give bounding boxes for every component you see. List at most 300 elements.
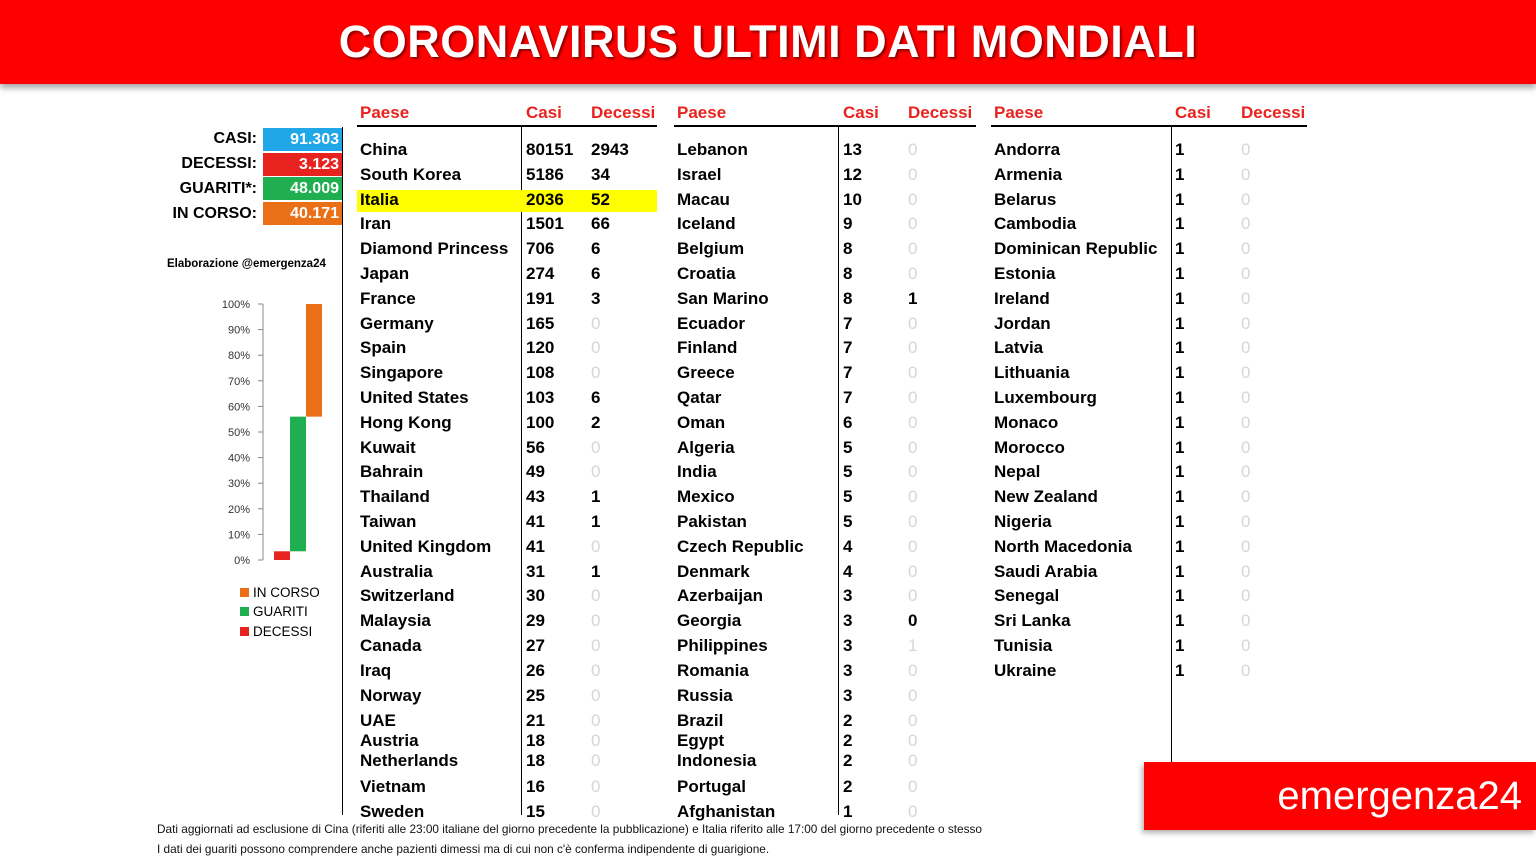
header-paese: Paese [994, 103, 1044, 122]
country-name: Bahrain [360, 462, 424, 482]
cases-value: 6 [843, 412, 853, 432]
table-header [357, 103, 657, 127]
y-tick-label: 40% [227, 452, 250, 465]
legend-swatch [240, 588, 249, 597]
bar-segment-decessi [274, 551, 290, 560]
cases-value: 1501 [526, 214, 564, 234]
table-row [674, 413, 976, 435]
cases-value: 1 [1175, 363, 1185, 383]
country-name: Austria [360, 731, 419, 750]
y-tick-label: 10% [227, 529, 250, 542]
country-name: Cambodia [994, 214, 1077, 234]
cases-value: 2 [843, 751, 853, 770]
deaths-value: 0 [1241, 214, 1251, 234]
country-name: Canada [360, 636, 422, 655]
deaths-value: 0 [908, 751, 918, 770]
deaths-value: 0 [591, 462, 601, 482]
cases-value: 108 [526, 363, 555, 383]
country-name: Lithuania [994, 363, 1070, 383]
deaths-value: 1 [591, 561, 601, 581]
country-name: Jordan [994, 313, 1051, 333]
chart-legend [240, 583, 320, 641]
cases-value: 49 [526, 462, 545, 482]
table-row [991, 462, 1307, 484]
cases-value: 2 [843, 711, 853, 730]
cases-value: 5 [843, 487, 853, 507]
cases-value: 21 [526, 711, 545, 730]
cases-value: 1 [1175, 214, 1185, 234]
cases-value: 5186 [526, 164, 564, 184]
table-row [674, 777, 976, 799]
country-name: UAE [360, 711, 396, 730]
table-row [991, 611, 1307, 633]
cases-value: 3 [843, 586, 853, 606]
country-name: Saudi Arabia [994, 561, 1098, 581]
deaths-value: 0 [1241, 487, 1251, 507]
country-name: Spain [360, 338, 407, 358]
cases-value: 100 [526, 412, 555, 432]
cases-value: 1 [1175, 462, 1185, 482]
country-name: Tunisia [994, 636, 1053, 655]
country-name: Australia [360, 561, 433, 581]
country-name: Switzerland [360, 586, 455, 606]
country-name: Ecuador [677, 313, 746, 333]
country-name: Egypt [677, 731, 725, 750]
table-row [357, 512, 657, 534]
cases-value: 27 [526, 636, 545, 655]
table-row [674, 214, 976, 236]
deaths-value: 6 [591, 239, 601, 259]
deaths-value: 1 [908, 636, 918, 655]
table-row [357, 438, 657, 460]
deaths-value: 0 [1241, 611, 1251, 631]
cases-value: 4 [843, 561, 853, 581]
deaths-value: 0 [1241, 462, 1251, 482]
country-name: Mexico [677, 487, 735, 507]
country-name: Azerbaijan [677, 586, 763, 606]
deaths-value: 6 [591, 388, 601, 407]
deaths-value: 0 [1241, 512, 1251, 531]
footnote-update: Dati aggiornati ad esclusione di Cina (riferiti alle 23:00 italiane del giorno precedente la pubblicazione) e Italia riferito alle 17:00 del giorno precedente o stesso [157, 822, 982, 836]
table-row [357, 562, 657, 584]
cases-value: 56 [526, 437, 545, 457]
column-divider [342, 127, 343, 815]
deaths-value: 2943 [591, 140, 629, 159]
country-name: Monaco [994, 412, 1059, 432]
cases-value: 1 [1175, 660, 1185, 680]
deaths-value: 0 [908, 685, 918, 705]
deaths-value: 0 [908, 313, 918, 333]
cases-value: 5 [843, 462, 853, 482]
deaths-value: 0 [908, 512, 918, 531]
table-row [674, 289, 976, 311]
deaths-value: 0 [1241, 140, 1251, 159]
stat-label: GUARITI*: [179, 179, 257, 197]
deaths-value: 0 [908, 487, 918, 507]
stat-row-casi [150, 127, 343, 152]
country-name: Italia [360, 189, 399, 209]
cases-value: 9 [843, 214, 853, 234]
bar-segment-guariti [290, 417, 306, 552]
country-name: Finland [677, 338, 738, 358]
deaths-value: 0 [1241, 189, 1251, 209]
table-row [674, 562, 976, 584]
deaths-value: 0 [591, 636, 601, 655]
country-name: Israel [677, 164, 722, 184]
stat-row-decessi [150, 152, 343, 177]
deaths-value: 66 [591, 214, 610, 234]
cases-value: 706 [526, 239, 555, 259]
deaths-value: 1 [591, 487, 601, 507]
deaths-value: 1 [591, 512, 601, 531]
country-name: Belgium [677, 239, 745, 259]
table-row [357, 711, 657, 733]
deaths-value: 1 [908, 288, 918, 308]
deaths-value: 0 [1241, 313, 1251, 333]
cases-value: 7 [843, 338, 853, 358]
cases-value: 8 [843, 239, 853, 259]
cases-value: 1 [1175, 561, 1185, 581]
deaths-value: 0 [591, 751, 601, 770]
cases-value: 1 [1175, 189, 1185, 209]
country-name: Estonia [994, 264, 1056, 283]
cases-value: 3 [843, 636, 853, 655]
country-name: Malaysia [360, 611, 431, 631]
deaths-value: 0 [591, 660, 601, 680]
table-row [357, 338, 657, 360]
legend-swatch [240, 627, 249, 636]
deaths-value: 0 [1241, 636, 1251, 655]
cases-value: 30 [526, 586, 545, 606]
table-row [674, 388, 976, 410]
table-row [357, 264, 657, 286]
table-row [357, 289, 657, 311]
country-name: Germany [360, 313, 434, 333]
legend-label: DECESSI [253, 623, 313, 639]
y-tick-label: 0% [234, 555, 250, 567]
cases-value: 15 [526, 802, 545, 821]
table-row [991, 165, 1307, 187]
cases-value: 13 [843, 140, 862, 159]
deaths-value: 0 [1241, 388, 1251, 407]
deaths-value: 0 [908, 437, 918, 457]
deaths-value: 0 [908, 462, 918, 482]
logo-text: emergenza24 [1277, 773, 1522, 818]
country-name: Afghanistan [677, 802, 776, 821]
table-row [357, 731, 657, 753]
stat-row-guariti [150, 177, 343, 202]
table-row [674, 363, 976, 385]
cases-value: 18 [526, 731, 545, 750]
cases-value: 1 [1175, 586, 1185, 606]
cases-value: 7 [843, 313, 853, 333]
table-row [991, 190, 1307, 212]
country-name: Vietnam [360, 777, 426, 796]
deaths-value: 0 [908, 214, 918, 234]
cases-value: 25 [526, 685, 545, 705]
cases-value: 3 [843, 660, 853, 680]
table-row [991, 214, 1307, 236]
deaths-value: 0 [1241, 412, 1251, 432]
stat-value: 40.171 [263, 202, 343, 225]
table-row [357, 462, 657, 484]
country-name: Ireland [994, 288, 1050, 308]
y-tick-label: 20% [227, 503, 250, 516]
country-name: North Macedonia [994, 536, 1132, 556]
brand-logo [1144, 762, 1536, 830]
country-name: Netherlands [360, 751, 459, 770]
table-row [674, 140, 976, 162]
country-name: Denmark [677, 561, 750, 581]
deaths-value: 0 [1241, 338, 1251, 358]
y-tick-label: 80% [227, 350, 250, 363]
table-row [357, 140, 657, 162]
cases-value: 1 [1175, 288, 1185, 308]
header-paese: Paese [677, 103, 727, 122]
deaths-value: 0 [908, 611, 918, 631]
country-name: Sri Lanka [994, 611, 1071, 631]
country-name: Croatia [677, 264, 736, 283]
cases-value: 1 [1175, 412, 1185, 432]
table-row [674, 751, 976, 773]
country-name: Thailand [360, 487, 430, 507]
deaths-value: 6 [591, 264, 601, 283]
country-name: Andorra [994, 140, 1061, 159]
deaths-value: 0 [591, 586, 601, 606]
deaths-value: 0 [1241, 363, 1251, 383]
table-row [674, 338, 976, 360]
country-name: Belarus [994, 189, 1057, 209]
country-name: Russia [677, 685, 733, 705]
table-row [991, 388, 1307, 410]
country-name: Qatar [677, 388, 722, 407]
country-name: Czech Republic [677, 536, 804, 556]
country-name: Kuwait [360, 437, 416, 457]
deaths-value: 0 [591, 611, 601, 631]
deaths-value: 0 [1241, 660, 1251, 680]
y-tick-label: 100% [221, 299, 250, 311]
table-row [674, 190, 976, 212]
table-row [674, 512, 976, 534]
cases-value: 1 [1175, 164, 1185, 184]
deaths-value: 0 [591, 338, 601, 358]
cases-value: 4 [843, 536, 853, 556]
deaths-value: 0 [908, 711, 918, 730]
cases-value: 165 [526, 313, 555, 333]
deaths-value: 0 [1241, 561, 1251, 581]
country-name: Indonesia [677, 751, 757, 770]
table-row [357, 314, 657, 336]
cases-value: 3 [843, 611, 853, 631]
table-row [991, 289, 1307, 311]
table-row [991, 338, 1307, 360]
cases-value: 41 [526, 536, 545, 556]
deaths-value: 0 [591, 313, 601, 333]
deaths-value: 0 [1241, 164, 1251, 184]
country-name: San Marino [677, 288, 769, 308]
country-name: Singapore [360, 363, 444, 383]
table-row [357, 636, 657, 658]
cases-value: 1 [1175, 636, 1185, 655]
deaths-value: 0 [1241, 437, 1251, 457]
country-name: Iran [360, 214, 392, 234]
country-name: Algeria [677, 437, 735, 457]
country-name: Nigeria [994, 512, 1052, 531]
country-name: Dominican Republic [994, 239, 1158, 259]
stat-value: 48.009 [263, 177, 343, 200]
deaths-value: 0 [908, 561, 918, 581]
table-row [357, 190, 657, 212]
header-decessi: Decessi [908, 103, 973, 122]
table-row [674, 586, 976, 608]
deaths-value: 0 [908, 731, 918, 750]
table-row [674, 802, 976, 824]
cases-value: 120 [526, 338, 555, 358]
country-name: Sweden [360, 802, 425, 821]
deaths-value: 0 [908, 189, 918, 209]
y-tick-label: 50% [227, 427, 250, 439]
deaths-value: 0 [908, 264, 918, 283]
deaths-value: 0 [908, 586, 918, 606]
country-table-3 [991, 103, 1307, 680]
country-name: New Zealand [994, 487, 1098, 507]
deaths-value: 0 [908, 239, 918, 259]
cases-value: 1 [1175, 487, 1185, 507]
cases-value: 80151 [526, 140, 574, 159]
deaths-value: 0 [908, 338, 918, 358]
table-row [991, 537, 1307, 559]
table-row [674, 731, 976, 753]
country-name: Pakistan [677, 512, 747, 531]
table-row [357, 413, 657, 435]
deaths-value: 0 [591, 711, 601, 730]
cases-value: 16 [526, 777, 545, 796]
cases-value: 1 [843, 802, 853, 821]
deaths-value: 34 [591, 164, 610, 184]
deaths-value: 0 [908, 388, 918, 407]
deaths-value: 3 [591, 288, 601, 308]
deaths-value: 0 [591, 685, 601, 705]
y-tick-label: 30% [227, 478, 250, 491]
table-row [357, 487, 657, 509]
table-row [674, 239, 976, 261]
deaths-value: 0 [591, 777, 601, 796]
cases-value: 1 [1175, 611, 1185, 631]
cases-value: 2 [843, 777, 853, 796]
country-name: France [360, 288, 416, 308]
table-row [357, 686, 657, 708]
deaths-value: 0 [1241, 586, 1251, 606]
cases-value: 12 [843, 164, 862, 184]
table-row [991, 512, 1307, 534]
deaths-value: 0 [908, 802, 918, 821]
country-name: India [677, 462, 717, 482]
deaths-value: 0 [1241, 536, 1251, 556]
footnote-recovered: I dati dei guariti possono comprendere anche pazienti dimessi ma di cui non c'è conferma indipendente di guarigione. [157, 842, 770, 856]
stat-value: 91.303 [263, 128, 343, 151]
cases-value: 5 [843, 512, 853, 531]
country-name: Romania [677, 660, 749, 680]
table-row [357, 661, 657, 683]
table-row [357, 537, 657, 559]
table-row [357, 388, 657, 410]
cases-value: 8 [843, 264, 853, 283]
y-tick-label: 70% [227, 375, 250, 388]
table-row [991, 636, 1307, 658]
country-name: United States [360, 388, 469, 407]
table-row [357, 751, 657, 773]
country-name: Norway [360, 685, 422, 705]
table-row [674, 636, 976, 658]
country-name: South Korea [360, 164, 462, 184]
table-row [991, 562, 1307, 584]
cases-value: 274 [526, 264, 555, 283]
country-name: Latvia [994, 338, 1044, 358]
deaths-value: 0 [908, 660, 918, 680]
cases-value: 1 [1175, 437, 1185, 457]
y-tick-label: 90% [227, 324, 250, 337]
table-row [991, 363, 1307, 385]
cases-value: 18 [526, 751, 545, 770]
country-table-2 [674, 103, 976, 821]
table-row [991, 140, 1307, 162]
cases-value: 10 [843, 189, 862, 209]
cases-value: 41 [526, 512, 545, 531]
cases-value: 1 [1175, 264, 1185, 283]
cases-value: 1 [1175, 536, 1185, 556]
cases-value: 1 [1175, 388, 1185, 407]
legend-item [240, 583, 320, 602]
cases-value: 26 [526, 660, 545, 680]
header-casi: Casi [843, 103, 879, 122]
country-name: Brazil [677, 711, 724, 730]
country-name: China [360, 140, 408, 159]
page-title: CORONAVIRUS ULTIMI DATI MONDIALI [338, 16, 1198, 67]
country-name: Luxembourg [994, 388, 1097, 407]
table-row [674, 661, 976, 683]
table-header [991, 103, 1307, 127]
cases-value: 1 [1175, 338, 1185, 358]
legend-item [240, 602, 320, 621]
table-row [674, 264, 976, 286]
table-row [674, 462, 976, 484]
country-name: Lebanon [677, 140, 748, 159]
header-paese: Paese [360, 103, 410, 122]
header-decessi: Decessi [591, 103, 656, 122]
title-banner [0, 0, 1536, 84]
table-row [357, 214, 657, 236]
table-row [357, 777, 657, 799]
country-name: Oman [677, 412, 726, 432]
table-row [991, 314, 1307, 336]
cases-value: 2036 [526, 189, 564, 209]
cases-value: 3 [843, 685, 853, 705]
legend-label: GUARITI [253, 604, 308, 620]
country-name: Iraq [360, 660, 392, 680]
country-name: Nepal [994, 462, 1041, 482]
table-header [674, 103, 976, 127]
cases-value: 1 [1175, 239, 1185, 259]
legend-label: IN CORSO [253, 585, 320, 601]
table-row [991, 487, 1307, 509]
country-name: Japan [360, 264, 410, 283]
cases-value: 7 [843, 363, 853, 383]
cases-value: 31 [526, 561, 545, 581]
table-row [357, 586, 657, 608]
deaths-value: 0 [591, 363, 601, 383]
table-row [674, 438, 976, 460]
country-name: Ukraine [994, 660, 1057, 680]
